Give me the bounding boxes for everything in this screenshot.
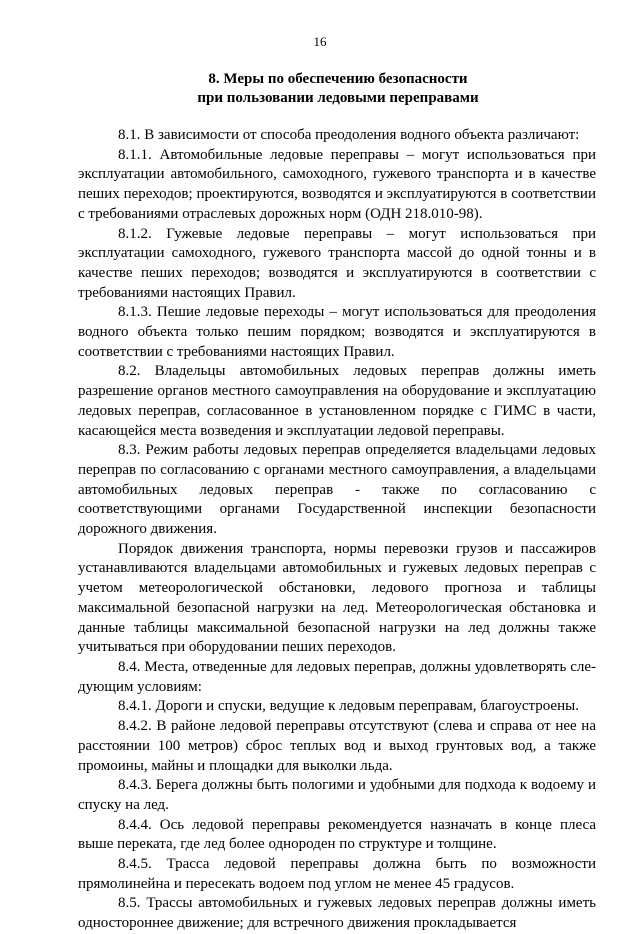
paragraph-8-1-2: 8.1.2. Гужевые ледовые переправы – могут использоваться при эксплуатации самоходного, гужевого транспорта массой до одной тонны и в качестве пеших переходов; возводятся и эксплуатируются в соответствии с требованиями настоящих Правил. [78,225,596,301]
paragraph-8-3: 8.3. Режим работы ледовых переправ определяется владельцами ледовых переправ по согласованию с органами местного самоуправления, а владельцами автомобильных ледовых переправ - также по согласованию с соответствующими органами Государственной инспекции безопасности дорожного движения. [78,442,596,538]
paragraph-8-2: 8.2. Владельцы автомобильных ледовых переправ должны иметь разрешение органов местного самоуправления на оборудование и эксплуатацию ледовых переправ, согласованное в установленном порядке с ГИМС в части, касающейся места возведения и эксплуатации ледовой переправы. [78,363,596,439]
document-body [78,126,596,934]
page-number: 16 [313,34,327,49]
paragraph-8-4-4: 8.4.4. Ось ледовой переправы рекомендуется назначать в конце плеса выше переката, где лед более однороден по структуре и толщине. [78,816,596,853]
paragraph-8-5: 8.5. Трассы автомобильных и гужевых ледовых переправ должны иметь одностороннее движение; для встречного движения прокладывается [78,895,596,932]
paragraph-8-1-3: 8.1.3. Пешие ледовые переходы – могут использоваться для преодоления водного объекта только пешим порядком; возводятся и эксплуатируются в соответствии с требованиями настоящих Правил. [78,304,596,360]
section-title-line-2: при пользовании ледовыми переправами [197,90,479,106]
paragraph-8-4-5: 8.4.5. Трасса ледовой переправы должна быть по возможности прямолинейна и пересекать водоем под углом не менее 45 градусов. [78,856,596,892]
paragraph-8-4-2: 8.4.2. В районе ледовой переправы отсутствуют (слева и справа от нее на расстоянии 100 метров) сброс теплых вод и выход грунтовых вод, а также промоины, майны и площадки для выколки льда. [78,718,596,774]
section-title-line-1: 8. Меры по обеспечению безопасности [208,71,468,87]
paragraph-traffic-order: Порядок движения транспорта, нормы перевозки грузов и пассажиров устанавливаются владельцами автомобильных и гужевых ледовых переправ с учетом метеорологической обстановки, ледового прогноза и таблицы максимальной безопасной нагрузки на лед. Метеорологическая обстановка и данные таблицы максимальной безопасной нагрузки на лед должны также учитываться при оборудовании пеших переходов. [78,540,596,656]
paragraph-8-4: 8.4. Места, отведенные для ледовых переправ, должны удовлетворять сле-дующим условиям: [78,658,596,695]
paragraph-8-4-3: 8.4.3. Берега должны быть пологими и удобными для подхода к водоему и спуску на лед. [78,777,596,813]
paragraph-8-1: 8.1. В зависимости от способа преодоления водного объекта различают: [118,127,580,143]
paragraph-8-4-1: 8.4.1. Дороги и спуски, ведущие к ледовым переправам, благоустроены. [118,698,579,715]
paragraph-8-1-1: 8.1.1. Автомобильные ледовые переправы – могут использоваться при эксплуатации автомобильного, самоходного, гужевого транспорта и в качестве пеших переходов; проектируются, возводятся и эксплуатируются в соответствии с требованиями отраслевых дорожных норм (ОДН 218.010-98). [78,146,596,222]
section-title [78,70,598,108]
